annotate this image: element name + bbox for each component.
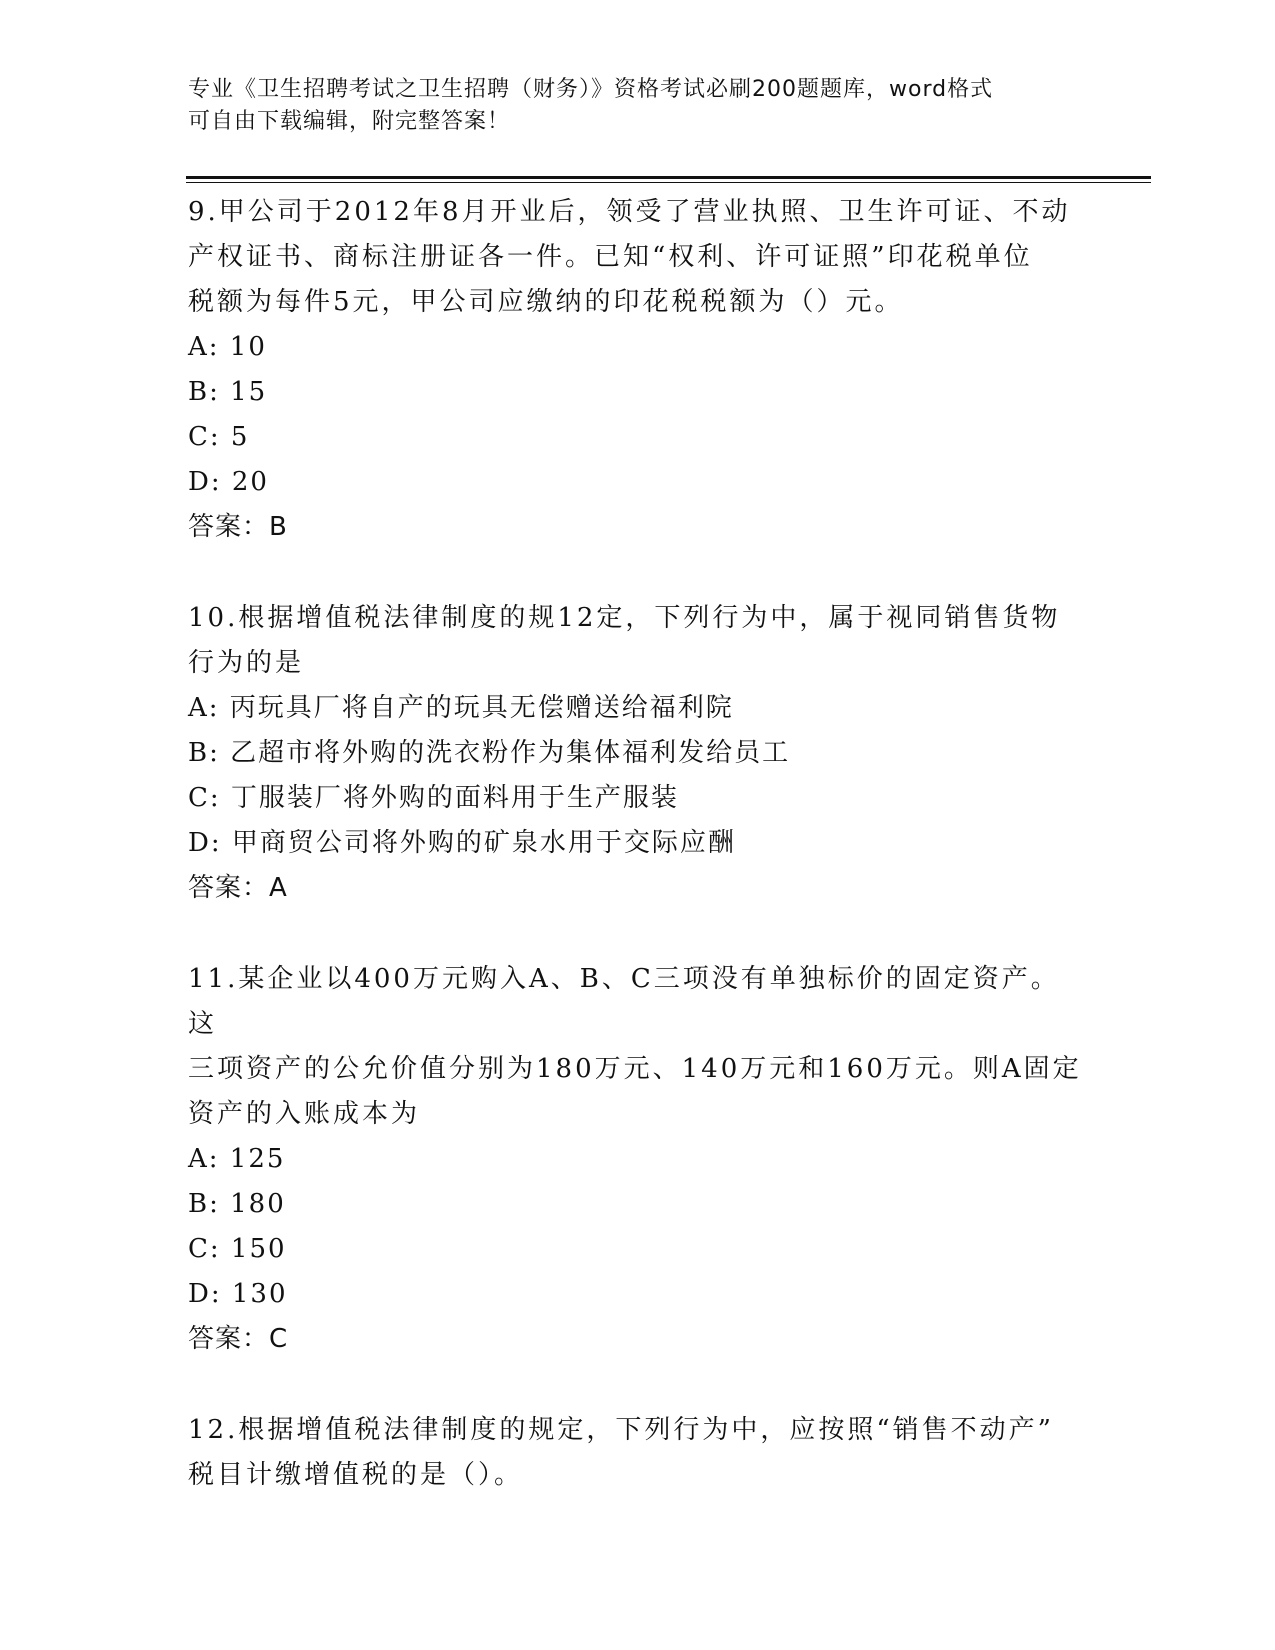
question-stem	[188, 596, 1088, 686]
stem-line: 税额为每件5元，甲公司应缴纳的印花税税额为（）元。	[188, 287, 904, 317]
option-d: D: 130	[188, 1279, 288, 1309]
stem-line: 11.某企业以400万元购入A、B、C三项没有单独标价的固定资产。这	[188, 964, 1060, 1039]
header-line-1: 专业《卫生招聘考试之卫生招聘（财务）》资格考试必刷200题题库，word格式	[188, 77, 994, 102]
option-d: D: 20	[188, 467, 269, 497]
question-stem	[188, 1408, 1088, 1498]
option-c: C: 5	[188, 422, 250, 452]
stem-line: 税目计缴增值税的是（）。	[188, 1460, 524, 1490]
document-header	[188, 74, 1068, 138]
option-b: B: 180	[188, 1189, 286, 1219]
header-divider-thick	[186, 176, 1151, 179]
option-a: A: 10	[188, 332, 267, 362]
stem-line: 三项资产的公允价值分别为180万元、140万元和160万元。则A固定	[188, 1054, 1082, 1084]
option-c: C: 丁服装厂将外购的面料用于生产服装	[188, 783, 679, 813]
option-b: B: 15	[188, 377, 268, 407]
header-line-2: 可自由下载编辑，附完整答案！	[188, 109, 511, 134]
option-b: B: 乙超市将外购的洗衣粉作为集体福利发给员工	[188, 738, 791, 768]
question-10	[188, 596, 1088, 911]
stem-line: 行为的是	[188, 648, 305, 678]
option-d: D: 甲商贸公司将外购的矿泉水用于交际应酬	[188, 828, 736, 858]
stem-line: 12.根据增值税法律制度的规定，下列行为中，应按照“销售不动产”	[188, 1415, 1054, 1445]
answer: 答案：A	[188, 873, 288, 903]
question-11	[188, 957, 1088, 1362]
answer: 答案：C	[188, 1324, 289, 1354]
option-a: A: 125	[188, 1144, 286, 1174]
question-stem	[188, 957, 1088, 1137]
stem-line: 产权证书、商标注册证各一件。已知“权利、许可证照”印花税单位	[188, 242, 1033, 272]
question-list	[188, 190, 1088, 1544]
header-divider-thin	[186, 182, 1151, 183]
answer: 答案：B	[188, 512, 288, 542]
question-stem	[188, 190, 1088, 325]
stem-line: 10.根据增值税法律制度的规12定，下列行为中，属于视同销售货物	[188, 603, 1061, 633]
option-a: A: 丙玩具厂将自产的玩具无偿赠送给福利院	[188, 693, 734, 723]
question-9	[188, 190, 1088, 550]
option-c: C: 150	[188, 1234, 287, 1264]
stem-line: 资产的入账成本为	[188, 1099, 421, 1129]
question-12	[188, 1408, 1088, 1498]
stem-line: 9.甲公司于2012年8月开业后，领受了营业执照、卫生许可证、不动	[188, 197, 1071, 227]
